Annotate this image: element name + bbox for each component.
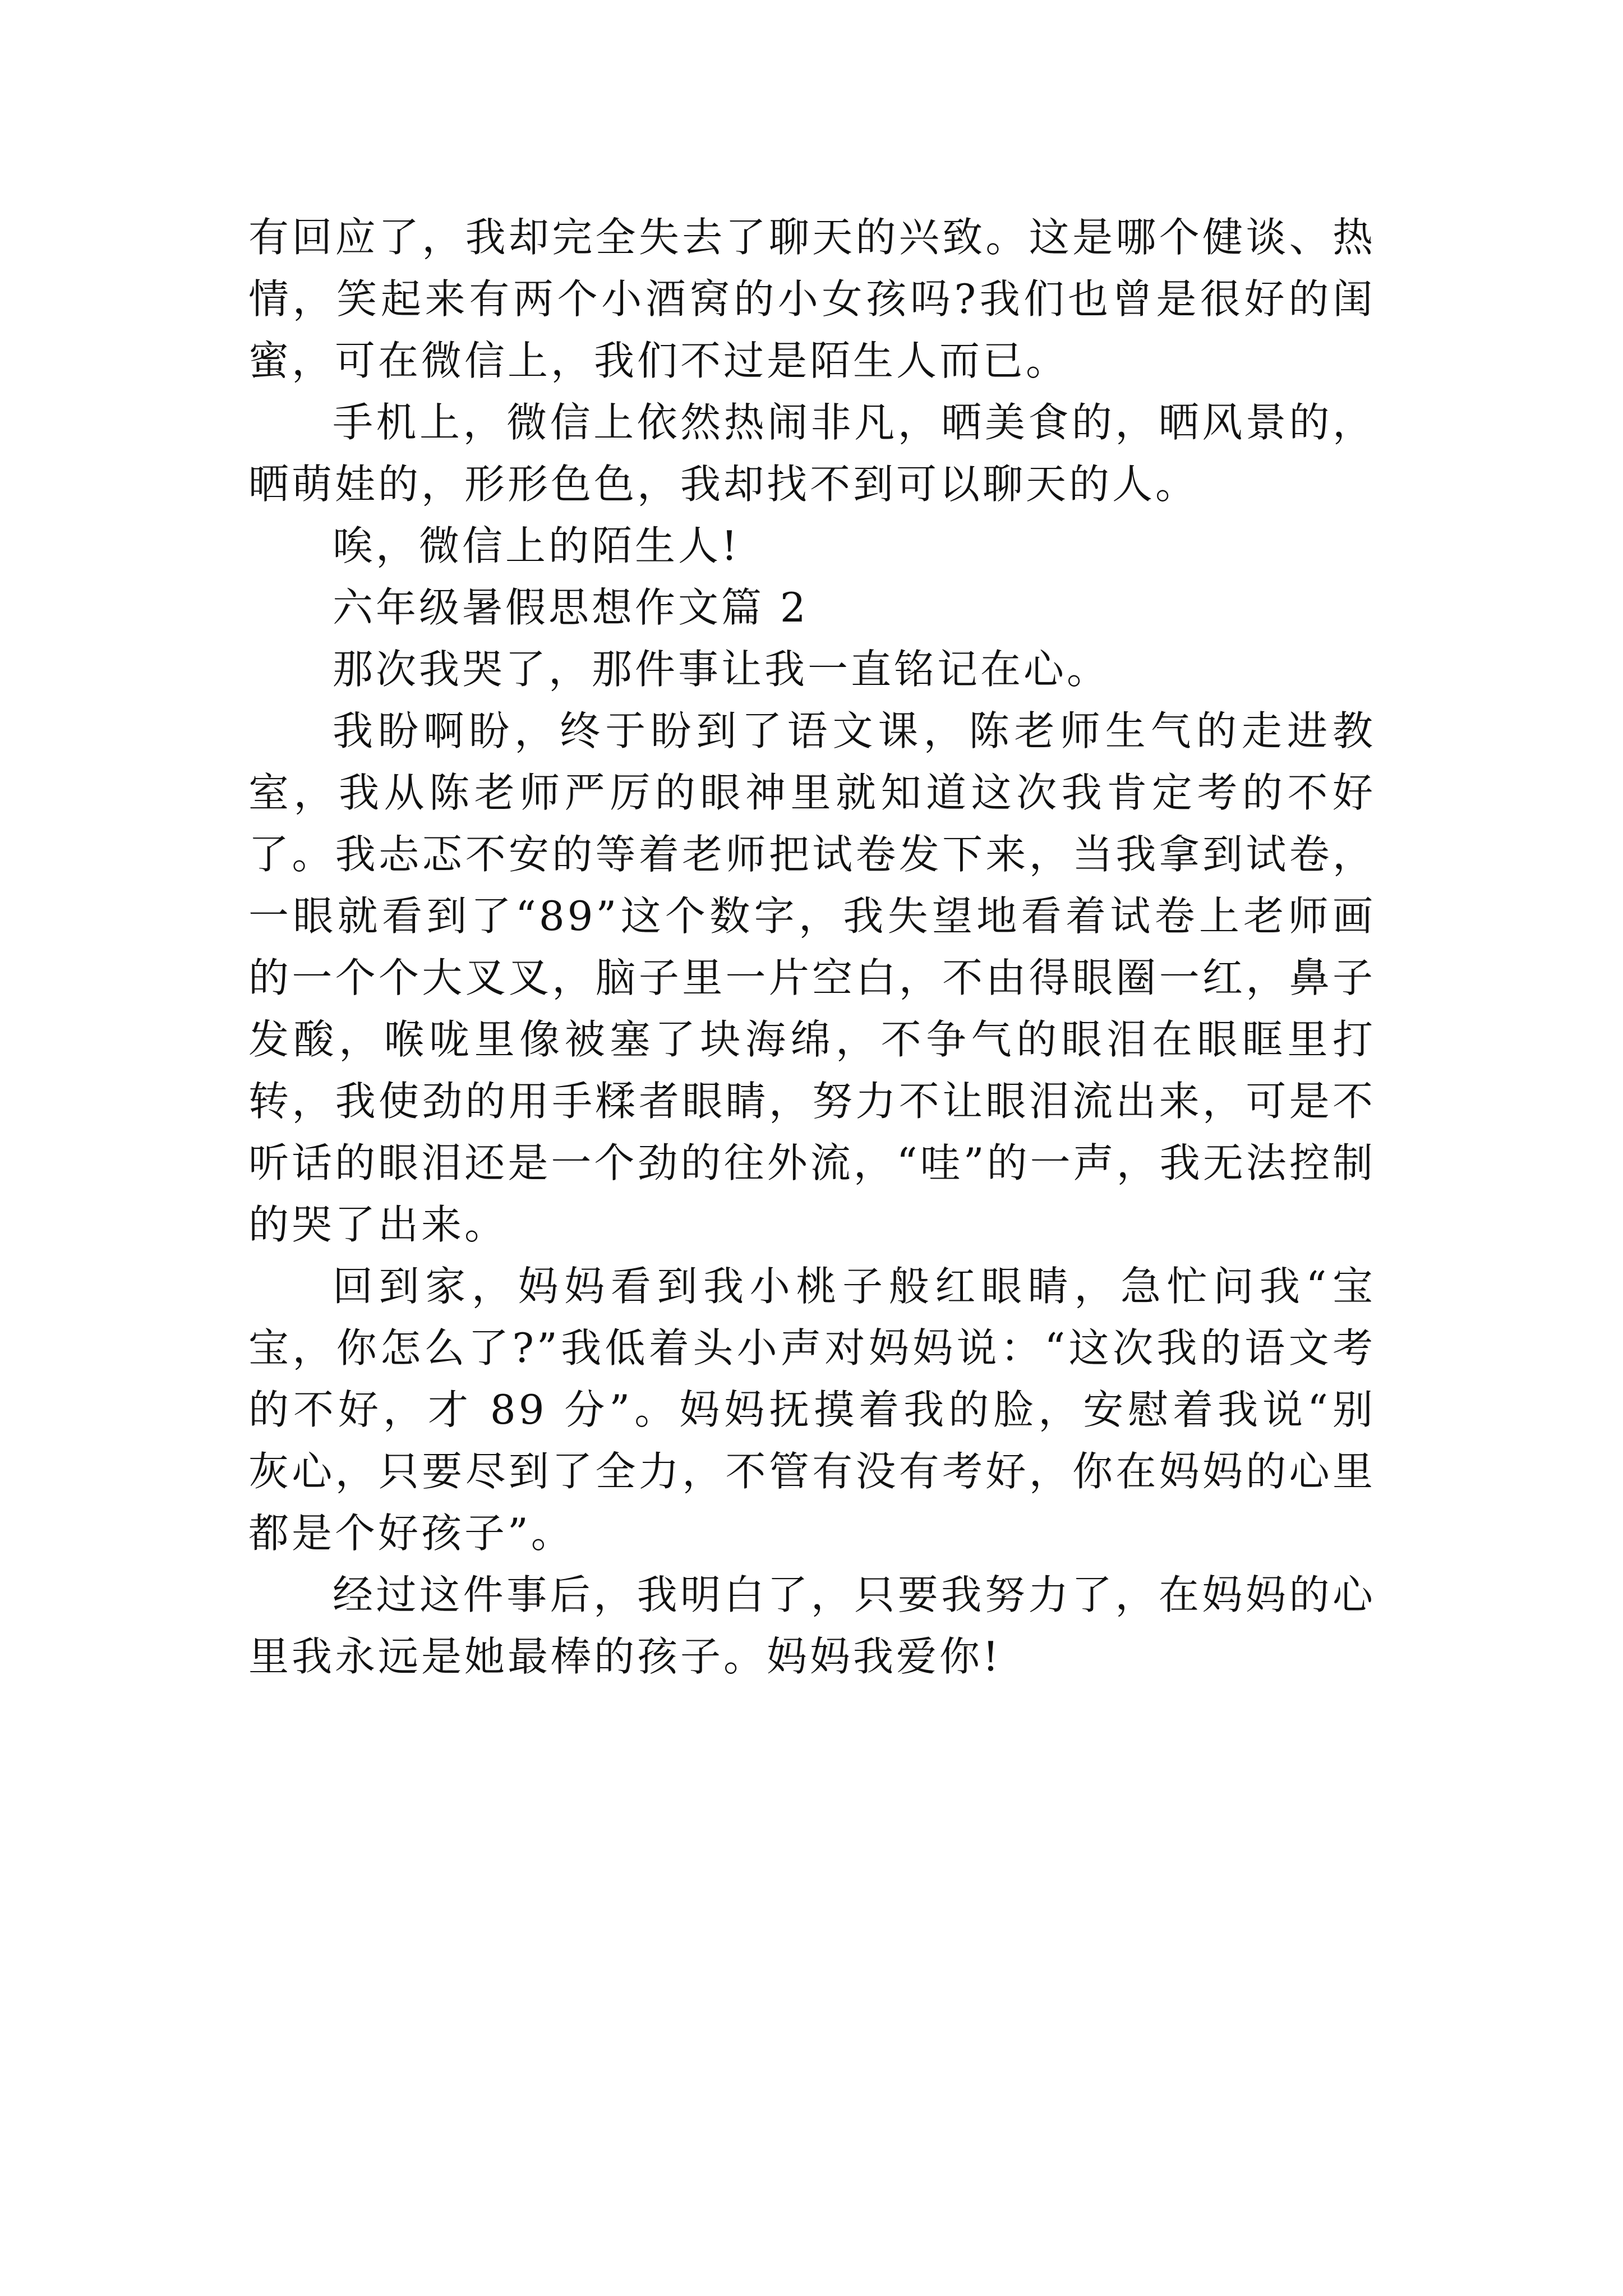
paragraph: 我盼啊盼，终于盼到了语文课，陈老师生气的走进教室，我从陈老师严厉的眼神里就知道这次我肯定考的不好了。我忐忑不安的等着老师把试卷发下来，当我拿到试卷，一眼就看到了“89”这个数字，我失望地看着试卷上老师画的一个个大叉叉，脑子里一片空白，不由得眼圈一红，鼻子发酸，喉咙里像被塞了块海绵，不争气的眼泪在眼眶里打转，我使劲的用手糅者眼睛，努力不让眼泪流出来，可是不听话的眼泪还是一个劲的往外流，“哇”的一声，我无法控制的哭了出来。 (248, 707, 1376, 1248)
paragraph: 那次我哭了，那件事让我一直铭记在心。 (333, 646, 1110, 693)
section-heading: 六年级暑假思想作文篇 2 (333, 584, 809, 631)
paragraph: 经过这件事后，我明白了，只要我努力了，在妈妈的心里我永远是她最棒的孩子。妈妈我爱你! (248, 1571, 1376, 1680)
paragraph: 回到家，妈妈看到我小桃子般红眼睛，急忙问我“宝宝，你怎么了?”我低着头小声对妈妈说：“这次我的语文考的不好，才 89 分”。妈妈抚摸着我的脸，安慰着我说“别灰心，只要尽到了全力，不管有没有考好，你在妈妈的心里都是个好孩子”。 (248, 1263, 1376, 1557)
paragraph: 手机上，微信上依然热闹非凡，晒美食的，晒风景的，晒萌娃的，形形色色，我却找不到可以聊天的人。 (248, 399, 1376, 508)
paragraph: 唉，微信上的陌生人! (333, 522, 740, 569)
document-body (248, 206, 1376, 1687)
paragraph-continued: 有回应了，我却完全失去了聊天的兴致。这是哪个健谈、热情，笑起来有两个小酒窝的小女孩吗?我们也曾是很好的闺蜜，可在微信上，我们不过是陌生人而已。 (248, 214, 1376, 384)
